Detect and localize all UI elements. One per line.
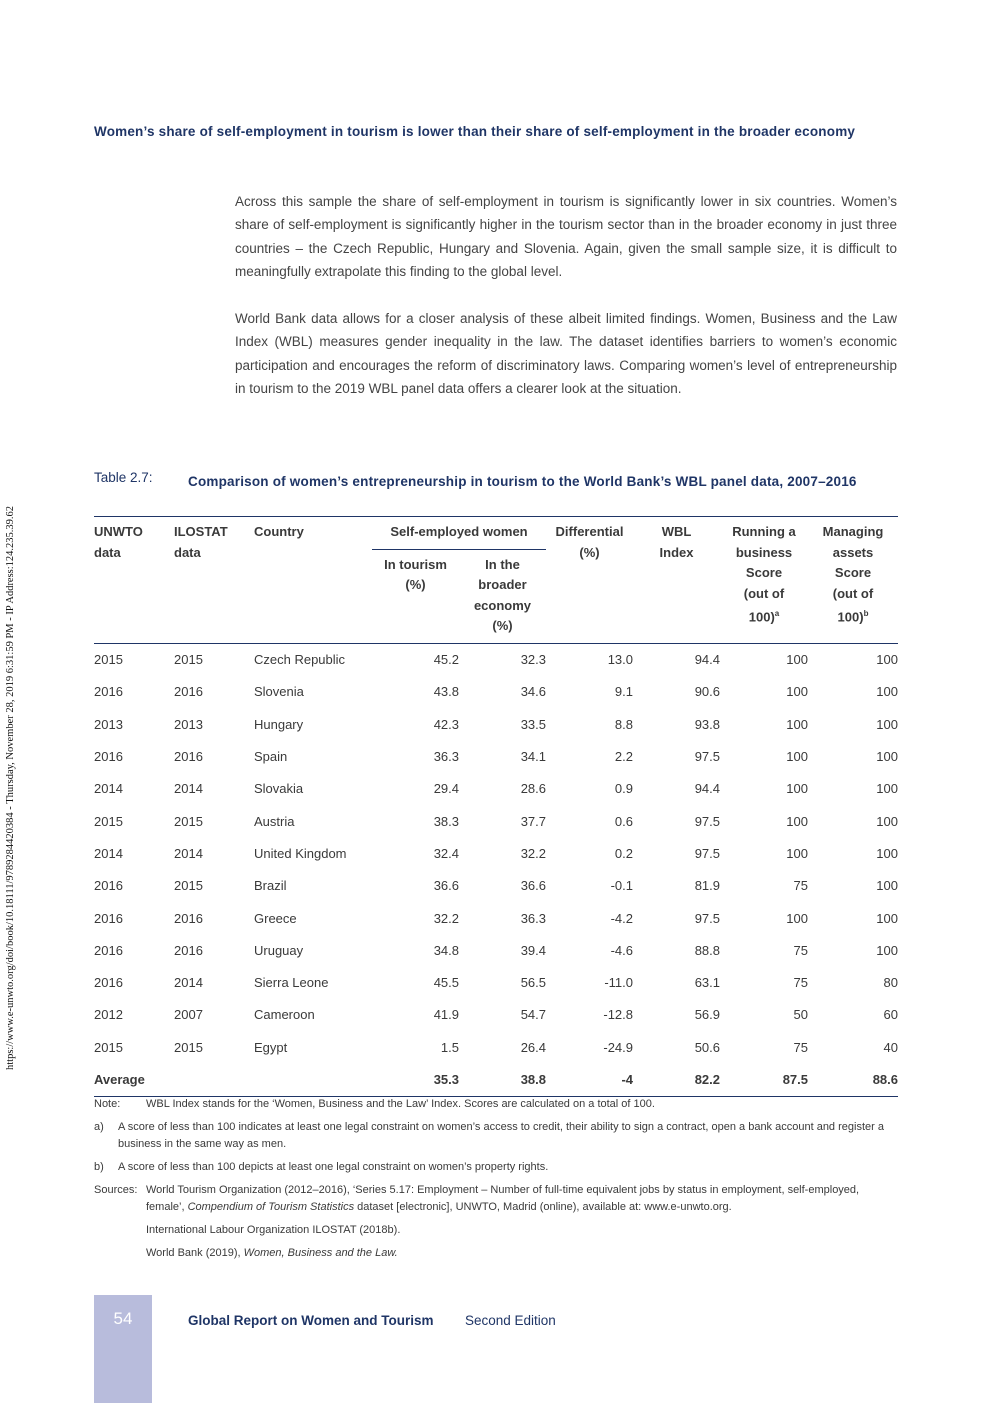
cell-in-broader-economy: 56.5	[520, 975, 546, 991]
cell-differential: 9.1	[614, 684, 633, 700]
cell-in-broader-economy: 37.7	[520, 813, 546, 829]
cell-ilostat-year: 2014	[174, 975, 203, 991]
sources	[94, 1182, 898, 1268]
cell-unwto-year: 2015	[94, 652, 123, 668]
cell-in-broader-economy: 36.3	[520, 910, 546, 926]
table-row	[94, 773, 898, 805]
cell-ilostat-year: 2016	[174, 749, 203, 765]
cell-ilostat-year: 2015	[174, 878, 203, 894]
cell-in-broader-economy: 33.5	[520, 716, 546, 732]
header-running-line2: business	[735, 544, 793, 560]
cell-unwto-year: 2016	[94, 878, 123, 894]
header-running-business	[720, 517, 808, 644]
side-url-watermark	[4, 340, 24, 1070]
source-world-bank-start: World Bank (2019),	[146, 1247, 244, 1259]
cell-country: Slovenia	[254, 684, 304, 700]
source-unwto-start: World Tourism Organization (2012–2016), ‘Series 5.17: Employment – Number of full-time equivalent jobs by status in employment, self-employed, female’,	[146, 1184, 860, 1213]
table-row	[94, 870, 898, 902]
table-row	[94, 740, 898, 772]
cell-managing-assets: 100	[876, 878, 898, 894]
cell-in-broader-economy: 32.3	[520, 652, 546, 668]
section-heading: Women’s share of self-employment in tourism is lower than their share of self-employment in the broader economy	[94, 124, 856, 139]
cell-unwto-year: 2014	[94, 845, 123, 861]
header-unwto-line2: data	[94, 544, 121, 560]
footer-edition: Second Edition	[465, 1313, 556, 1328]
source-world-bank-italic: Women, Business and the Law.	[243, 1247, 398, 1259]
cell-wbl-index: 50.6	[694, 1039, 720, 1055]
header-row-1	[94, 517, 898, 550]
cell-in-tourism: 36.3	[433, 749, 459, 765]
cell-wbl-index: 97.5	[694, 813, 720, 829]
cell-in-tourism: 34.8	[433, 942, 459, 958]
header-wbl-line1: WBL	[661, 524, 692, 539]
cell-managing-assets: 100	[876, 781, 898, 797]
header-broader-line3: economy	[473, 597, 532, 613]
note-b-label: b)	[94, 1161, 104, 1173]
cell-in-tourism: 32.2	[433, 910, 459, 926]
side-url-text: https://www.e-unwto.org/doi/book/10.18111/9789284420384 - Thursday, November 28, 2019 6:31:59 PM - IP Address:124.235.39.62	[5, 505, 16, 1070]
cell-in-broader-economy: 34.1	[520, 749, 546, 765]
cell-ilostat-year: 2016	[174, 942, 203, 958]
cell-average-label: Average	[94, 1063, 372, 1096]
cell-running-business: 75	[793, 878, 808, 894]
source-world-bank	[146, 1245, 898, 1262]
cell-wbl-index: 88.8	[694, 942, 720, 958]
table-row	[94, 934, 898, 966]
cell-differential: -11.0	[604, 975, 633, 991]
cell-ilostat-year: 2007	[174, 1007, 203, 1023]
cell-country: Hungary	[254, 716, 304, 732]
cell-differential: -4.2	[610, 910, 633, 926]
cell-running-business: 75	[793, 1039, 808, 1055]
cell-in-broader-economy: 36.6	[520, 878, 546, 894]
header-in-tourism-line2: (%)	[405, 577, 426, 592]
header-managing-line1: Managing	[822, 524, 884, 539]
table-row	[94, 805, 898, 837]
cell-ilostat-year: 2016	[174, 684, 203, 700]
cell-managing-assets: 100	[876, 716, 898, 732]
cell-in-tourism: 32.4	[433, 845, 459, 861]
cell-wbl-index: 97.5	[694, 749, 720, 765]
header-managing-assets	[808, 517, 898, 644]
table-label: Table 2.7:	[94, 470, 153, 485]
header-differential-line2: (%)	[579, 544, 600, 560]
cell-wbl-index: 97.5	[694, 845, 720, 861]
cell-differential: -12.8	[603, 1007, 633, 1023]
cell-in-broader-economy: 39.4	[520, 942, 546, 958]
paragraph-2: World Bank data allows for a closer analysis of these albeit limited findings. Women, Business and the Law Index (WBL) measures gender inequality in the law. The dataset identifies barriers to women’s economic participation and encourages the reform of discriminatory laws. Comparing women’s level of entrepreneurship in tourism to the 2019 WBL panel data offers a clearer look at the situation.	[235, 311, 897, 396]
header-managing-line2: assets	[832, 544, 874, 560]
cell-country: Egypt	[254, 1039, 288, 1055]
cell-country: United Kingdom	[254, 845, 347, 861]
cell-in-tourism: 45.5	[433, 975, 459, 991]
header-ilostat-line1: ILOSTAT	[174, 524, 228, 539]
cell-unwto-year: 2016	[94, 942, 123, 958]
cell-ilostat-year: 2015	[174, 652, 203, 668]
cell-in-tourism: 38.3	[433, 813, 459, 829]
data-table	[94, 516, 898, 1097]
header-country: Country	[254, 517, 372, 644]
cell-in-tourism: 43.8	[433, 684, 459, 700]
cell-unwto-year: 2014	[94, 781, 123, 797]
cell-managing-assets: 100	[876, 845, 898, 861]
cell-differential: 0.2	[614, 845, 633, 861]
cell-average-differential: -4	[546, 1063, 633, 1096]
cell-unwto-year: 2013	[94, 716, 123, 732]
cell-wbl-index: 97.5	[694, 910, 720, 926]
header-wbl-line2: Index	[659, 544, 694, 560]
header-managing-line3: Score	[834, 565, 872, 580]
header-ilostat-data	[174, 517, 254, 644]
note-label: Note:	[94, 1098, 121, 1110]
cell-in-tourism: 45.2	[433, 652, 459, 668]
cell-managing-assets: 100	[876, 910, 898, 926]
note-a-text: A score of less than 100 indicates at least one legal constraint on women’s access to credit, their ability to sign a contract, open a bank account and register a business in the same way as men.	[118, 1121, 884, 1150]
source-unwto	[146, 1182, 898, 1216]
note-b-text: A score of less than 100 depicts at least one legal constraint on women’s property rights.	[118, 1161, 549, 1173]
cell-in-broader-economy: 26.4	[520, 1039, 546, 1055]
cell-unwto-year: 2016	[94, 910, 123, 926]
header-differential-line1: Differential	[555, 524, 624, 539]
cell-managing-assets: 80	[883, 975, 898, 991]
cell-differential: 2.2	[614, 749, 633, 765]
header-running-line5: 100)	[748, 609, 775, 625]
table-row	[94, 966, 898, 998]
cell-average-running-business: 87.5	[720, 1063, 808, 1096]
table-row	[94, 999, 898, 1031]
header-self-employed-women: Self-employed women	[372, 517, 546, 550]
header-unwto-data	[94, 517, 174, 644]
cell-managing-assets: 60	[883, 1007, 898, 1023]
cell-average-in-broader-economy: 38.8	[459, 1063, 546, 1096]
note-a	[94, 1119, 898, 1153]
header-managing-line4: (out of	[832, 585, 874, 601]
cell-differential: 13.0	[607, 652, 633, 668]
cell-in-broader-economy: 28.6	[520, 781, 546, 797]
cell-running-business: 50	[793, 1007, 808, 1023]
table-row	[94, 1031, 898, 1063]
cell-wbl-index: 56.9	[694, 1007, 720, 1023]
header-wbl-index	[633, 517, 720, 644]
cell-running-business: 75	[793, 942, 808, 958]
cell-running-business: 100	[786, 749, 808, 765]
cell-managing-assets: 100	[876, 684, 898, 700]
cell-ilostat-year: 2013	[174, 716, 203, 732]
footer-title: Global Report on Women and Tourism	[188, 1313, 434, 1328]
cell-managing-assets: 40	[883, 1039, 898, 1055]
note-text: WBL Index stands for the ‘Women, Business and the Law’ Index. Scores are calculated on a total of 100.	[146, 1098, 655, 1110]
header-differential	[546, 517, 633, 644]
header-managing-footnote-marker: b	[863, 609, 869, 618]
cell-in-tourism: 41.9	[433, 1007, 459, 1023]
cell-average-wbl-index: 82.2	[633, 1063, 720, 1096]
paragraph-1: Across this sample the share of self-employment in tourism is significantly lower in six countries. Women’s share of self-employment is significantly higher in the tourism sector than in the broader economy in just three countries – the Czech Republic, Hungary and Slovenia. Again, given the small sample size, it is difficult to meaningfully extrapolate this finding to the global level.	[235, 194, 897, 279]
header-broader-line4: (%)	[492, 618, 513, 633]
header-running-line1: Running a	[732, 524, 796, 539]
header-unwto-line1: UNWTO	[94, 524, 143, 539]
cell-unwto-year: 2012	[94, 1007, 123, 1023]
cell-country: Brazil	[254, 878, 287, 894]
cell-unwto-year: 2015	[94, 813, 123, 829]
header-ilostat-line2: data	[174, 544, 201, 560]
cell-in-tourism: 42.3	[433, 716, 459, 732]
source-unwto-end: dataset [electronic], UNWTO, Madrid (online), available at: www.e-unwto.org.	[354, 1201, 732, 1213]
table-row	[94, 902, 898, 934]
cell-average-managing-assets: 88.6	[808, 1063, 898, 1096]
note-a-label: a)	[94, 1121, 104, 1133]
header-running-line3: Score	[745, 565, 783, 580]
table-row	[94, 837, 898, 869]
cell-ilostat-year: 2014	[174, 781, 203, 797]
cell-wbl-index: 93.8	[694, 716, 720, 732]
cell-country: Czech Republic	[254, 652, 346, 668]
page-number: 54	[113, 1309, 133, 1328]
cell-wbl-index: 90.6	[694, 684, 720, 700]
cell-country: Sierra Leone	[254, 975, 329, 991]
cell-running-business: 100	[786, 813, 808, 829]
cell-in-tourism: 29.4	[433, 781, 459, 797]
cell-ilostat-year: 2016	[174, 910, 203, 926]
cell-wbl-index: 81.9	[694, 878, 720, 894]
cell-country: Spain	[254, 749, 288, 765]
table-row	[94, 643, 898, 676]
cell-differential: -0.1	[610, 878, 633, 894]
cell-running-business: 100	[786, 716, 808, 732]
cell-ilostat-year: 2015	[174, 1039, 203, 1055]
table-notes	[94, 1096, 898, 1274]
cell-unwto-year: 2016	[94, 975, 123, 991]
note-b	[94, 1159, 898, 1176]
table-row	[94, 708, 898, 740]
cell-in-broader-economy: 32.2	[520, 845, 546, 861]
header-managing-line5: 100)	[837, 609, 864, 625]
cell-running-business: 75	[793, 975, 808, 991]
note-general	[94, 1096, 898, 1113]
page-number-box	[94, 1295, 152, 1403]
cell-differential: 8.8	[614, 716, 633, 732]
cell-wbl-index: 94.4	[694, 652, 720, 668]
cell-in-broader-economy: 34.6	[520, 684, 546, 700]
cell-running-business: 100	[786, 684, 808, 700]
cell-country: Greece	[254, 910, 297, 926]
header-running-footnote-marker: a	[774, 609, 780, 618]
cell-running-business: 100	[786, 845, 808, 861]
cell-differential: 0.6	[614, 813, 633, 829]
cell-in-broader-economy: 54.7	[520, 1007, 546, 1023]
header-in-tourism	[372, 549, 459, 643]
cell-running-business: 100	[786, 652, 808, 668]
cell-unwto-year: 2016	[94, 749, 123, 765]
sources-label: Sources:	[94, 1184, 138, 1196]
cell-country: Cameroon	[254, 1007, 315, 1023]
cell-differential: -4.6	[610, 942, 633, 958]
cell-in-tourism: 1.5	[440, 1039, 459, 1055]
cell-unwto-year: 2016	[94, 684, 123, 700]
header-running-line4: (out of	[743, 585, 785, 601]
cell-country: Austria	[254, 813, 295, 829]
cell-managing-assets: 100	[876, 749, 898, 765]
cell-managing-assets: 100	[876, 652, 898, 668]
cell-average-in-tourism: 35.3	[372, 1063, 459, 1096]
cell-running-business: 100	[786, 910, 808, 926]
cell-unwto-year: 2015	[94, 1039, 123, 1055]
cell-in-tourism: 36.6	[433, 878, 459, 894]
header-in-tourism-line1: In tourism	[384, 556, 447, 572]
cell-wbl-index: 94.4	[694, 781, 720, 797]
cell-managing-assets: 100	[876, 942, 898, 958]
header-broader-line2: broader	[478, 577, 527, 592]
cell-running-business: 100	[786, 781, 808, 797]
cell-wbl-index: 63.1	[694, 975, 720, 991]
cell-differential: 0.9	[614, 781, 633, 797]
cell-differential: -24.9	[603, 1039, 633, 1055]
cell-managing-assets: 100	[876, 813, 898, 829]
cell-ilostat-year: 2014	[174, 845, 203, 861]
table-row	[94, 676, 898, 708]
average-row	[94, 1063, 898, 1096]
source-ilo: International Labour Organization ILOSTAT (2018b).	[146, 1224, 401, 1236]
header-broader-line1: In the	[485, 556, 520, 572]
header-in-broader-economy	[459, 549, 546, 643]
source-unwto-italic: Compendium of Tourism Statistics	[187, 1201, 355, 1213]
table-title: Comparison of women’s entrepreneurship in tourism to the World Bank’s WBL panel data, 2007–2016	[188, 474, 857, 489]
cell-country: Slovakia	[254, 781, 304, 797]
cell-country: Uruguay	[254, 942, 304, 958]
cell-ilostat-year: 2015	[174, 813, 203, 829]
